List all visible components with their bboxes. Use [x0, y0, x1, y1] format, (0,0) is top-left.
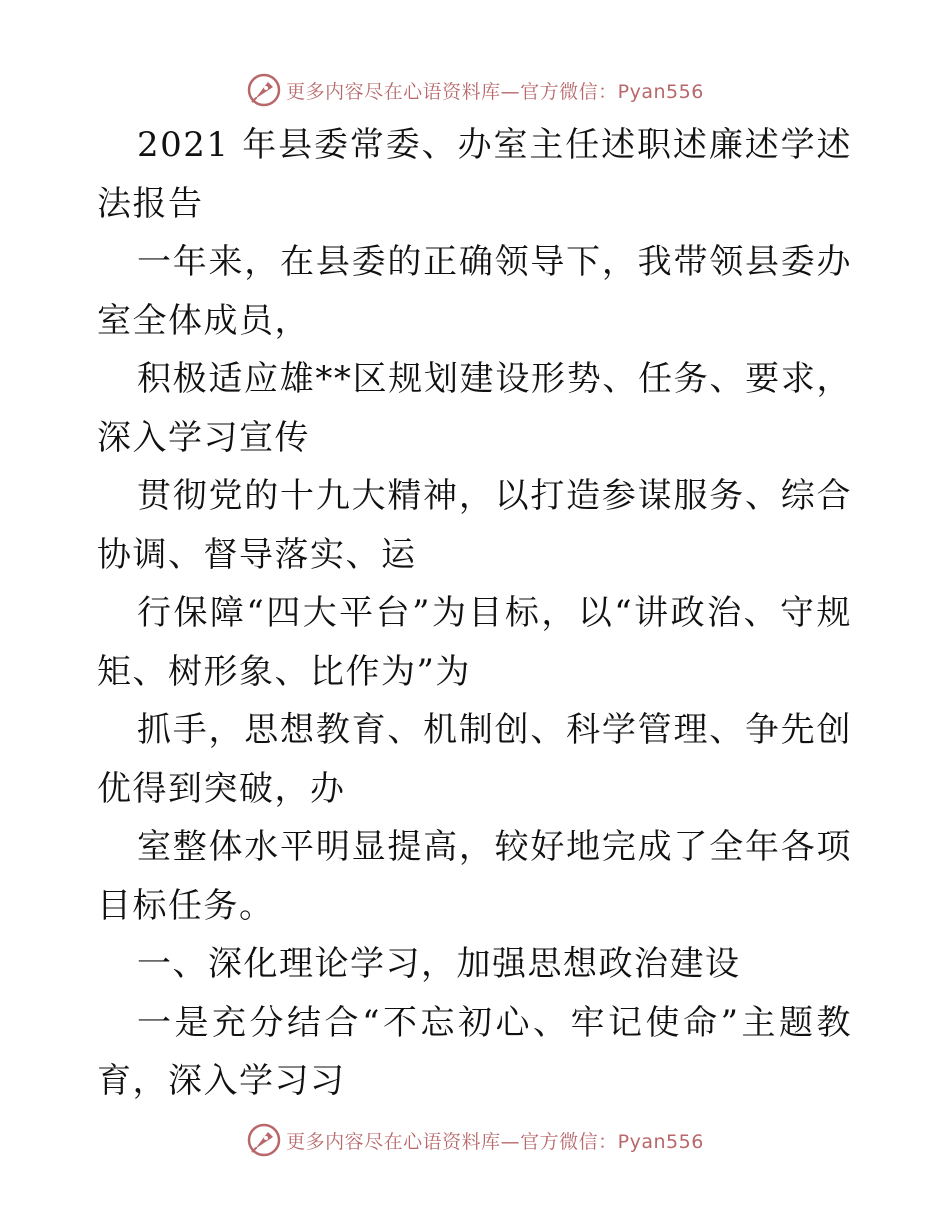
paragraph: 贯彻党的十九大精神，以打造参谋服务、综合协调、督导落实、运	[97, 476, 852, 575]
document-title: 2021 年县委常委、办室主任述职述廉述学述法报告	[97, 125, 852, 224]
paragraph: 室整体水平明显提高，较好地完成了全年各项目标任务。	[97, 827, 852, 926]
section-heading: 一、深化理论学习，加强思想政治建设	[137, 944, 741, 984]
paragraph: 抓手，思想教育、机制创、科学管理、争先创优得到突破，办	[97, 710, 852, 809]
footer-banner	[0, 1120, 950, 1160]
paragraph: 一年来，在县委的正确领导下，我带领县委办室全体成员，	[97, 242, 852, 341]
footer-banner-text: 更多内容尽在心语资料库—官方微信：Pyan556	[286, 1130, 704, 1153]
document-body	[97, 116, 852, 1111]
paragraph: 行保障“四大平台”为目标，以“讲政治、守规矩、树形象、比作为”为	[97, 593, 852, 692]
header-banner-text: 更多内容尽在心语资料库—官方微信：Pyan556	[286, 80, 704, 103]
pen-nib-logo-icon	[246, 1122, 282, 1158]
paragraph: 一是充分结合“不忘初心、牢记使命”主题教育，深入学习习	[97, 1002, 852, 1101]
header-banner	[0, 70, 950, 110]
pen-nib-logo-icon	[246, 72, 282, 108]
paragraph: 积极适应雄**区规划建设形势、任务、要求，深入学习宣传	[97, 359, 852, 458]
